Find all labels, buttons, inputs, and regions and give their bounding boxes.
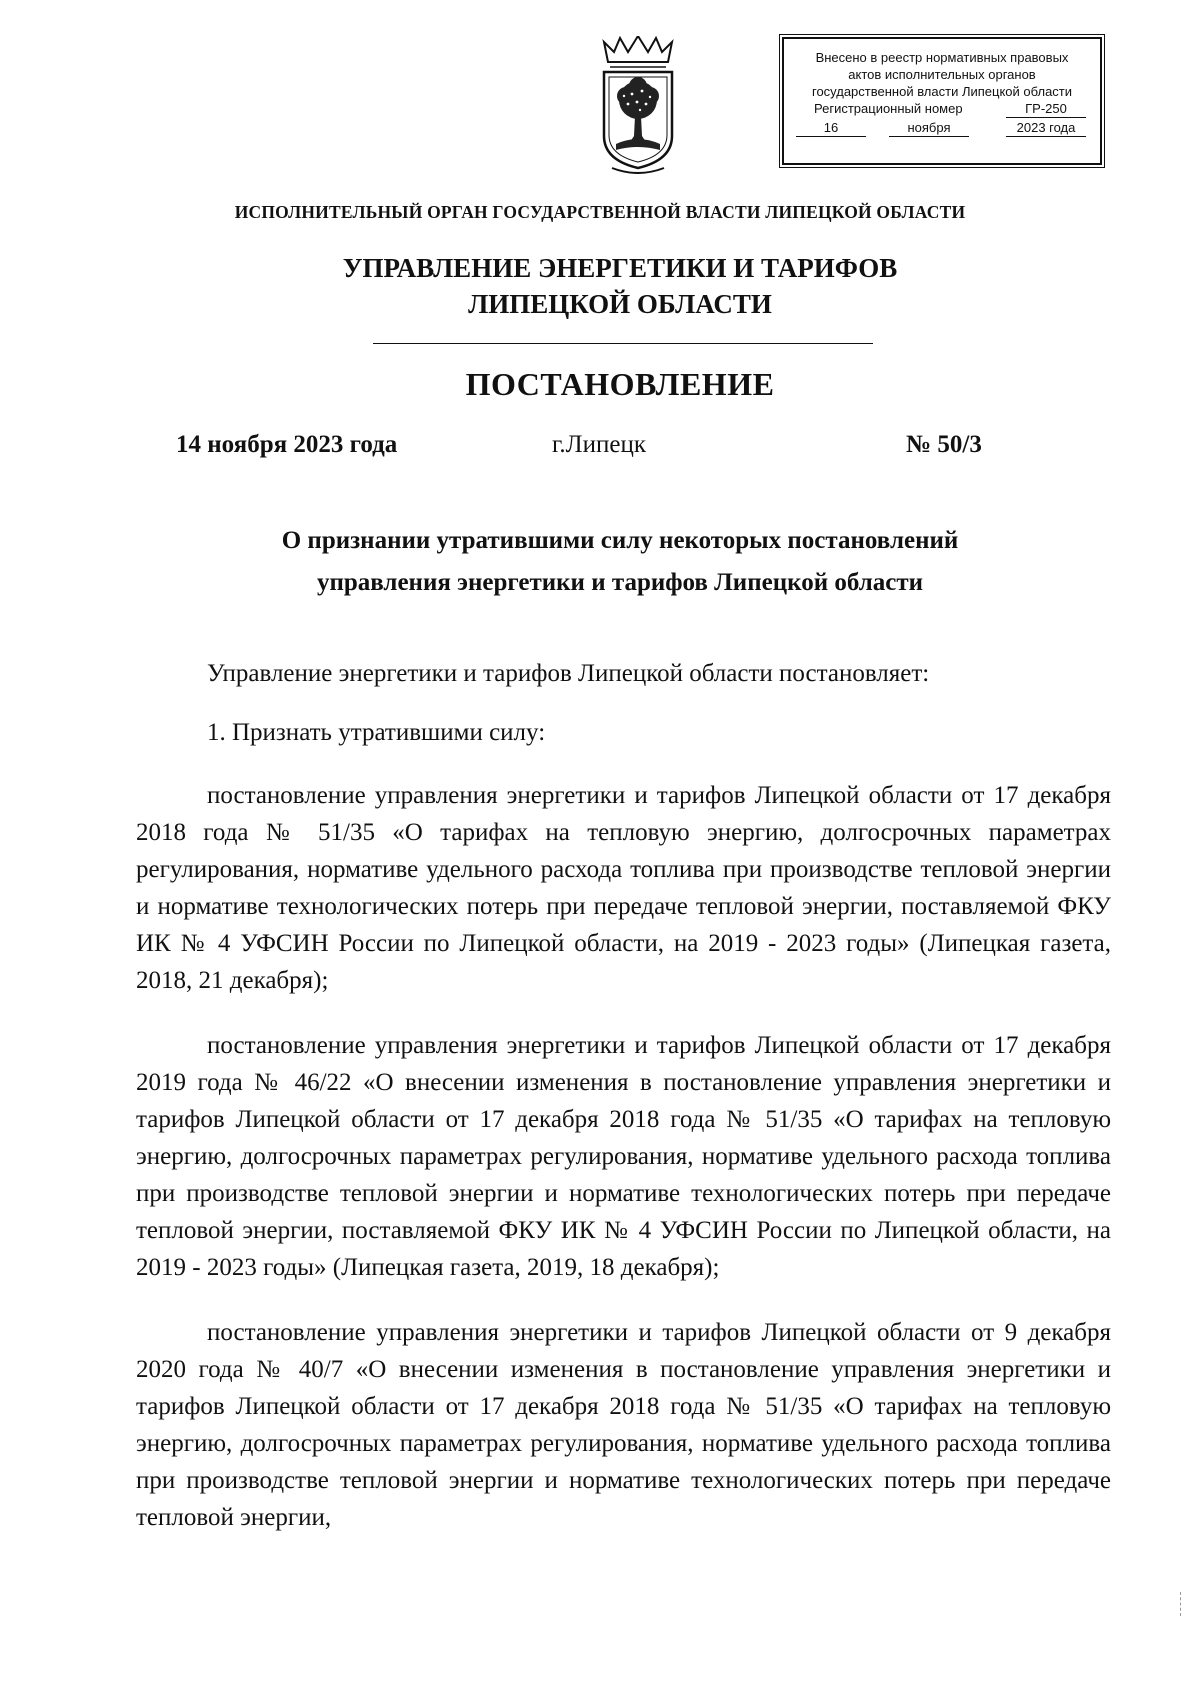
stamp-year: 2023 года — [1006, 119, 1086, 137]
department-name — [0, 250, 1200, 322]
intro-paragraph: Управление энергетики и тарифов Липецкой области постановляет: — [207, 660, 930, 687]
document-city: г.Липецк — [552, 431, 647, 458]
item-paragraph: 1. Признать утратившими силу: — [207, 719, 546, 746]
stamp-line: актов исполнительных органов — [848, 67, 1036, 82]
stamp-line: государственной власти Липецкой области — [811, 84, 1073, 99]
document-number: № 50/3 — [906, 431, 982, 458]
body-paragraph: постановление управления энергетики и тарифов Липецкой области от 17 декабря 2018 года № 51/35 «О тарифах на тепловую энергию, долгосрочных параметрах регулирования, нормативе удельного расхода топлива при производстве тепловой энергии и нормативе технологических потерь при передаче тепловой энергии, поставляемой ФКУ ИК № 4 УФСИН России по Липецкой области, на 2019 - 2023 годы» (Липецкая газета, 2018, 21 декабря); — [136, 782, 1111, 994]
document-subject — [0, 520, 1200, 604]
department-line: УПРАВЛЕНИЕ ЭНЕРГЕТИКИ И ТАРИФОВ — [342, 253, 898, 283]
stamp-registration-number: ГР-250 — [1006, 100, 1086, 118]
body-paragraph: постановление управления энергетики и тарифов Липецкой области от 17 декабря 2019 года № 46/22 «О внесении изменения в постановление управления энергетики и тарифов Липецкой области от 17 декабря 2018 года № 51/35 «О тарифах на тепловую энергию, долгосрочных параметрах регулирования, нормативе удельного расхода топлива при производстве тепловой энергии и нормативе технологических потерь при передаче тепловой энергии, поставляемой ФКУ ИК № 4 УФСИН России по Липецкой области, на 2019 - 2023 годы» (Липецкая газета, 2019, 18 декабря); — [136, 1032, 1111, 1281]
registry-stamp — [782, 37, 1102, 165]
department-line: ЛИПЕЦКОЙ ОБЛАСТИ — [468, 289, 772, 319]
scan-edge-mark — [1180, 1592, 1182, 1616]
coat-of-arms-icon — [590, 36, 686, 176]
stamp-registration-label: Регистрационный номер — [814, 101, 963, 116]
organization-name: ИСПОЛНИТЕЛЬНЫЙ ОРГАН ГОСУДАРСТВЕННОЙ ВЛАСТИ ЛИПЕЦКОЙ ОБЛАСТИ — [234, 202, 966, 222]
document-body — [136, 655, 1111, 1564]
stamp-date-row — [784, 119, 1100, 138]
stamp-day: 16 — [796, 119, 866, 137]
stamp-registration-row — [784, 100, 1100, 119]
body-paragraph: постановление управления энергетики и тарифов Липецкой области от 9 декабря 2020 года № 40/7 «О внесении изменения в постановление управления энергетики и тарифов Липецкой области от 17 декабря 2018 года № 51/35 «О тарифах на тепловую энергию, долгосрочных параметрах регулирования, нормативе удельного расхода топлива при производстве тепловой энергии и нормативе технологических потерь при передаче тепловой энергии, — [136, 1319, 1111, 1531]
stamp-line: Внесено в реестр нормативных правовых — [815, 50, 1069, 65]
subject-line: управления энергетики и тарифов Липецкой области — [316, 569, 924, 596]
subject-line: О признании утратившими силу некоторых постановлений — [281, 527, 959, 554]
header-divider — [373, 343, 873, 344]
document-date: 14 ноября 2023 года — [176, 431, 398, 458]
document-type: ПОСТАНОВЛЕНИЕ — [465, 366, 775, 402]
stamp-month: ноября — [889, 119, 969, 137]
